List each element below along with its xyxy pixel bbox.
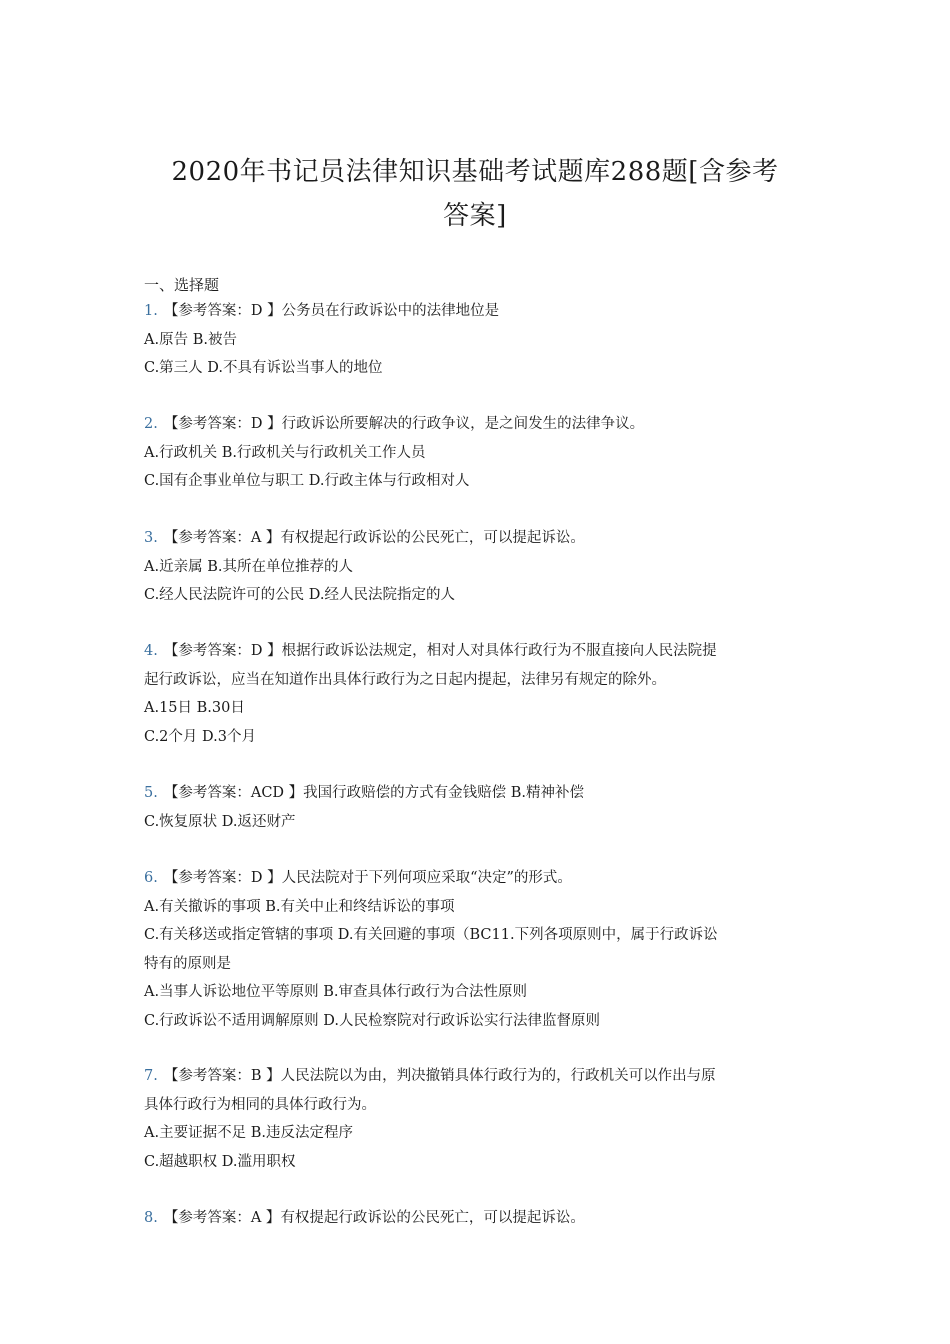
option-line: C.超越职权 D.滥用职权 <box>144 1153 296 1170</box>
answer-tag: 【参考答案：A 】 <box>163 530 281 546</box>
question-stem: 有权提起行政诉讼的公民死亡，可以提起诉讼。 <box>280 1210 585 1226</box>
question-stem: 行政诉讼所要解决的行政争议，是之间发生的法律争议。 <box>281 416 645 432</box>
answer-tag: 【参考答案：ACD 】 <box>163 785 304 801</box>
question-number: 2. <box>144 416 158 432</box>
answer-tag: 【参考答案：D 】 <box>163 303 282 319</box>
option-line: C.第三人 D.不具有诉讼当事人的地位 <box>144 360 383 376</box>
question-stem: 根据行政诉讼法规定，相对人对具体行政行为不服直接向人民法院提 <box>281 643 717 659</box>
option-line: A.当事人诉讼地位平等原则 B.审查具体行政行为合法性原则 <box>144 984 527 1000</box>
option-line: A.原告 B.被告 <box>144 331 237 348</box>
question-stem: 公务员在行政诉讼中的法律地位是 <box>281 303 500 319</box>
question-number: 5. <box>144 785 158 801</box>
option-line: A.近亲属 B.其所在单位推荐的人 <box>144 558 353 575</box>
option-line: C.国有企事业单位与职工 D.行政主体与行政相对人 <box>144 473 470 489</box>
title-line-1: 2020年书记员法律知识基础考试题库288题[含参考 <box>171 157 779 187</box>
option-line: A.行政机关 B.行政机关与行政机关工作人员 <box>144 444 426 461</box>
section-heading: 一、选择题 <box>144 276 220 294</box>
option-line: A.15日 B.30日 <box>144 700 245 716</box>
question-stem: 人民法院对于下列何项应采取“决定”的形式。 <box>281 870 572 886</box>
question-number: 1. <box>144 303 158 319</box>
question-8 <box>144 1204 812 1233</box>
question-1 <box>144 297 812 383</box>
option-line: C.行政诉讼不适用调解原则 D.人民检察院对行政诉讼实行法律监督原则 <box>144 1012 601 1029</box>
question-2 <box>144 410 812 496</box>
answer-tag: 【参考答案：A 】 <box>163 1210 281 1226</box>
option-line: A.有关撤诉的事项 B.有关中止和终结诉讼的事项 <box>144 898 455 915</box>
title-line-2: 答案] <box>443 201 507 231</box>
question-number: 6. <box>144 870 158 886</box>
answer-tag: 【参考答案：D 】 <box>163 870 282 886</box>
question-number: 3. <box>144 530 158 546</box>
question-stem: 我国行政赔偿的方式有金钱赔偿 B.精神补偿 <box>303 785 585 801</box>
answer-tag: 【参考答案：D 】 <box>163 416 282 432</box>
option-line: C.2个月 D.3个月 <box>144 728 256 745</box>
question-number: 4. <box>144 643 158 659</box>
option-line: C.恢复原状 D.返还财产 <box>144 813 296 830</box>
question-number: 7. <box>144 1068 158 1084</box>
question-4 <box>144 637 812 751</box>
question-stem: 人民法院以为由，判决撤销具体行政行为的，行政机关可以作出与原 <box>280 1068 716 1084</box>
option-line: C.有关移送或指定管辖的事项 D.有关回避的事项（BC11.下列各项原则中，属于行政诉讼 <box>144 927 718 943</box>
question-stem: 有权提起行政诉讼的公民死亡，可以提起诉讼。 <box>280 530 585 546</box>
question-7 <box>144 1062 812 1176</box>
question-number: 8. <box>144 1210 158 1226</box>
question-stem-continued: 起行政诉讼，应当在知道作出具体行政行为之日起内提起，法律另有规定的除外。 <box>144 671 666 688</box>
answer-tag: 【参考答案：D 】 <box>163 643 282 659</box>
question-5 <box>144 779 812 836</box>
document-title <box>120 150 830 238</box>
option-line: A.主要证据不足 B.违反法定程序 <box>144 1125 353 1141</box>
answer-tag: 【参考答案：B 】 <box>163 1068 281 1084</box>
question-3 <box>144 524 812 610</box>
option-line: C.经人民法院许可的公民 D.经人民法院指定的人 <box>144 587 456 603</box>
question-stem-continued: 具体行政行为相同的具体行政行为。 <box>144 1096 376 1113</box>
question-6 <box>144 864 812 1035</box>
option-line: 特有的原则是 <box>144 955 231 972</box>
